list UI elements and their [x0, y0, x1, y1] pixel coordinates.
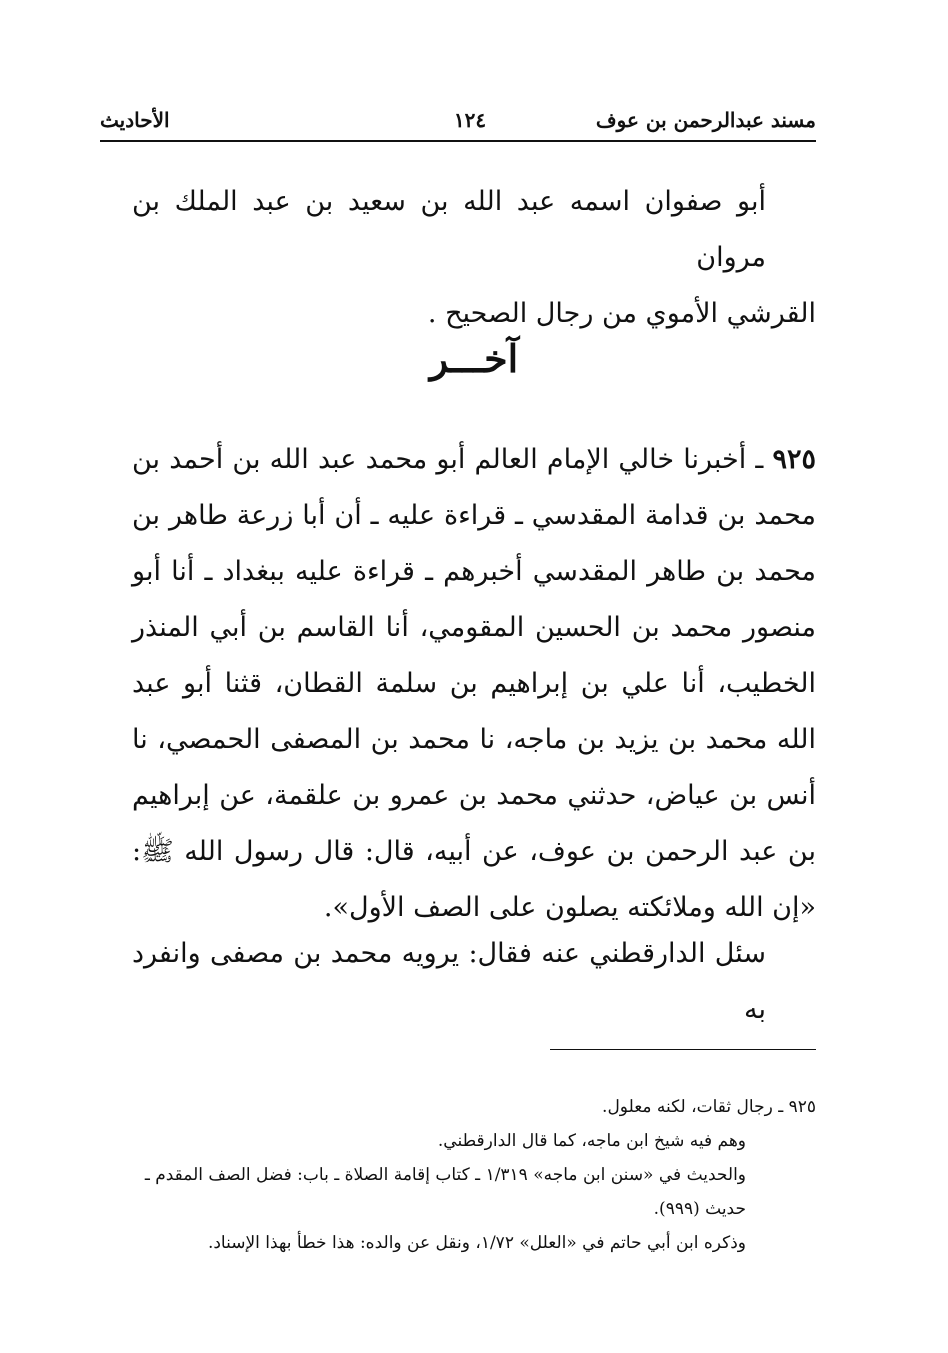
intro-paragraph [132, 174, 816, 342]
section-heading: آخـــر [429, 336, 519, 381]
hadith-number: ٩٢٥ [772, 444, 816, 475]
footnotes [132, 1090, 816, 1260]
hadith-text: ـ أخبرنا خالي الإمام العالم أبو محمد عبد الله بن أحمد بن محمد بن قدامة المقدسي ـ قراءة عليه ـ أن أبا زرعة طاهر بن محمد بن طاهر المقدسي أخبرهم ـ قراءة عليه ببغداد ـ أنا أبو منصور محمد بن الحسين المقومي، أنا القاسم بن أبي المنذر الخطيب، أنا علي بن إبراهيم بن سلمة القطان، قثنا أبو عبد الله محمد بن يزيد بن ماجه، نا محمد بن المصفى الحمصي، نا أنس بن عياض، حدثني محمد بن عمرو بن علقمة، عن إبراهيم بن عبد الرحمن بن عوف، عن أبيه، قال: قال رسول الله ﷺ: «إن الله وملائكته يصلون على الصف الأول». [132, 444, 816, 923]
intro-line-2: القرشي الأموي من رجال الصحيح . [427, 298, 816, 329]
footnote-1: ٩٢٥ ـ رجال ثقات، لكنه معلول. [602, 1097, 816, 1117]
footnote-rule [550, 1049, 816, 1050]
section-title: الأحاديث [100, 108, 170, 132]
footnote-3: والحديث في «سنن ابن ماجه» ١/٣١٩ ـ كتاب إقامة الصلاة ـ باب: فضل الصف المقدم ـ حديث (٩٩٩). [144, 1165, 746, 1219]
intro-line-1: أبو صفوان اسمه عبد الله بن سعيد بن عبد الملك بن مروان [132, 186, 766, 273]
footnote-2: وهم فيه شيخ ابن ماجه، كما قال الدارقطني. [437, 1131, 746, 1151]
comment-paragraph: سئل الدارقطني عنه فقال: يرويه محمد بن مصفى وانفرد به [132, 938, 766, 1025]
header-rule [100, 140, 816, 142]
footnote-4: وذكره ابن أبي حاتم في «العلل» ١/٧٢، ونقل عن والده: هذا خطأ بهذا الإسناد. [207, 1233, 746, 1253]
page-header [100, 108, 816, 144]
page-number: ١٢٤ [453, 108, 487, 132]
running-title: مسند عبدالرحمن بن عوف [595, 108, 816, 132]
hadith-paragraph [132, 432, 816, 936]
